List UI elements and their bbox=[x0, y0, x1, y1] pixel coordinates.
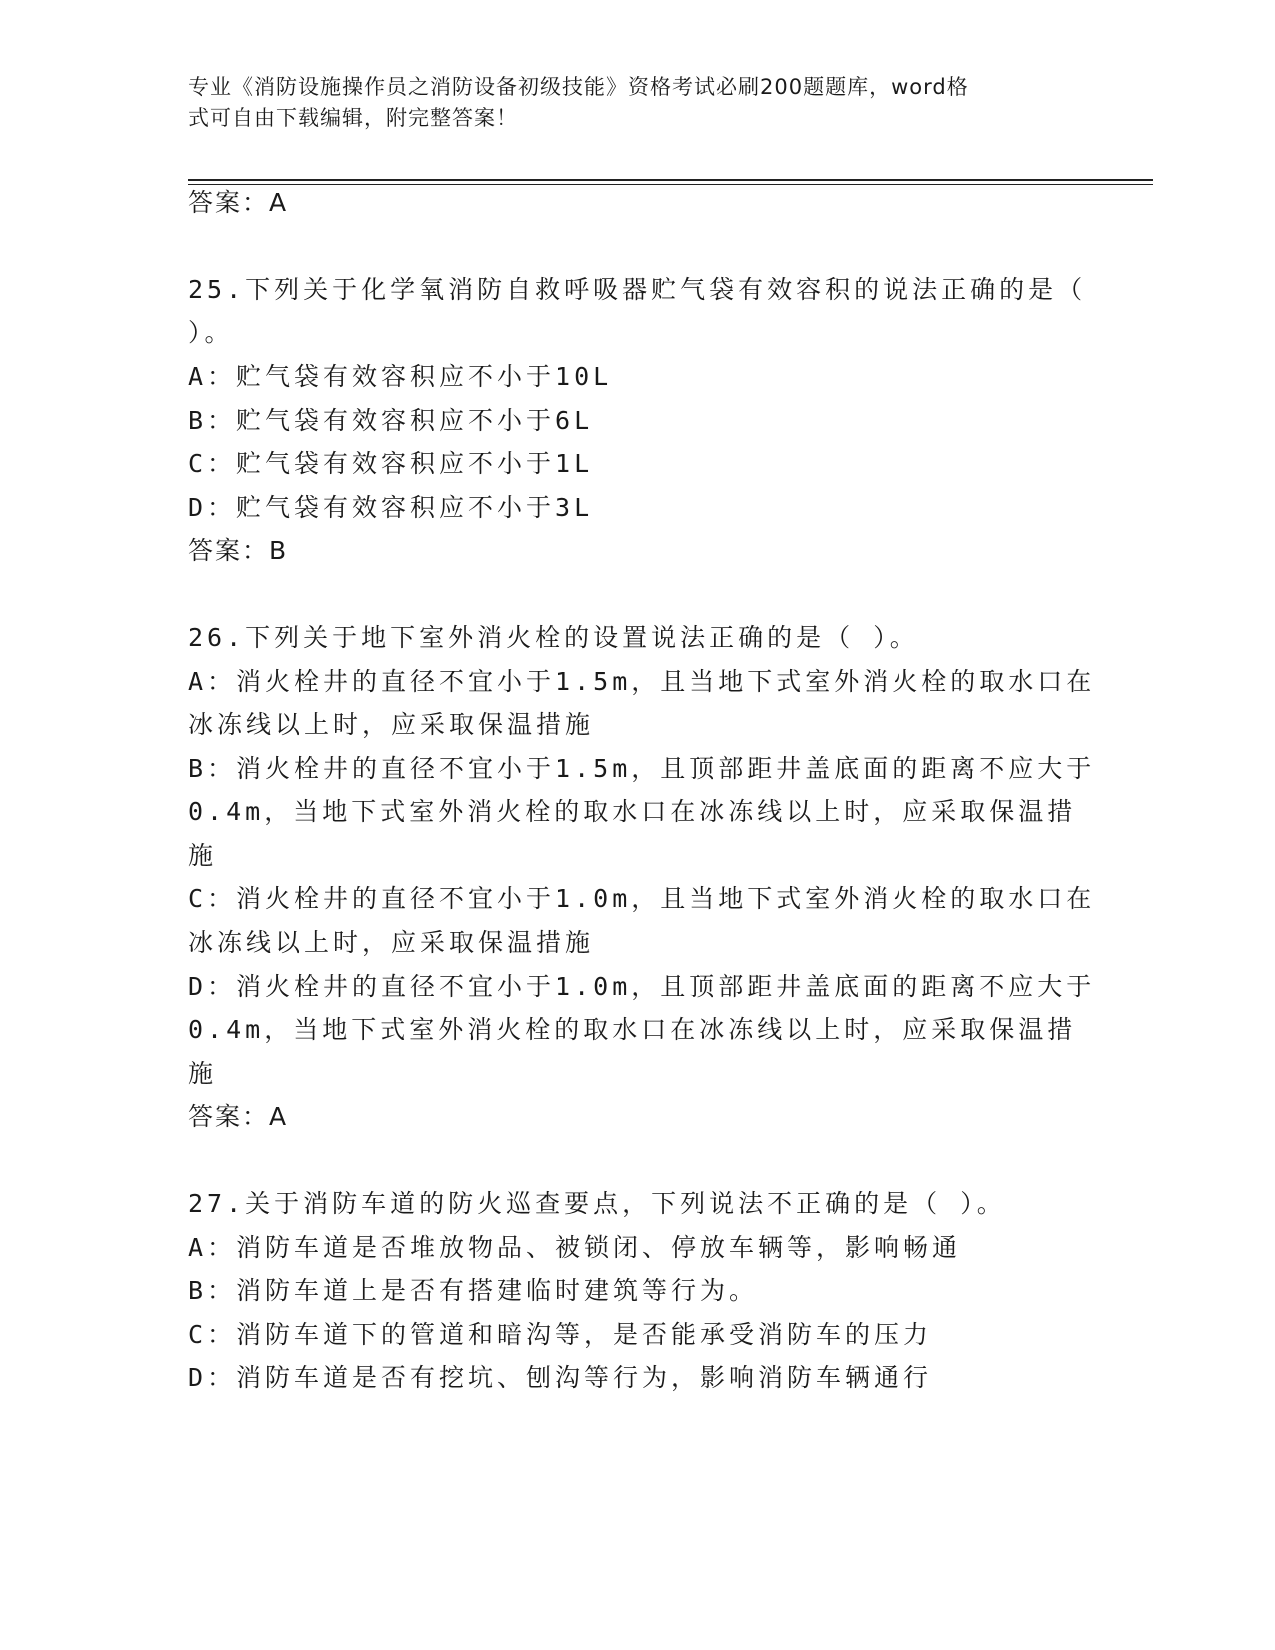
q26-answer: 答案：A bbox=[188, 1102, 289, 1131]
q26-option-b-line-3: 施 bbox=[188, 841, 218, 870]
q27-option-c: C：消防车道下的管道和暗沟等，是否能承受消防车的压力 bbox=[188, 1320, 933, 1349]
header-divider-thin bbox=[188, 184, 1153, 185]
document-header bbox=[188, 72, 1088, 134]
q26-option-b-line-2: 0.4m，当地下式室外消火栓的取水口在冰冻线以上时，应采取保温措 bbox=[188, 797, 1077, 826]
header-line-2: 式可自由下载编辑，附完整答案！ bbox=[188, 106, 518, 130]
q25-option-c: C：贮气袋有效容积应不小于1L bbox=[188, 449, 594, 478]
header-divider-thick bbox=[188, 179, 1153, 181]
q26-option-c-line-2: 冰冻线以上时，应采取保温措施 bbox=[188, 928, 595, 957]
q27-option-a: A：消防车道是否堆放物品、被锁闭、停放车辆等，影响畅通 bbox=[188, 1233, 962, 1262]
q27-option-b: B：消防车道上是否有搭建临时建筑等行为。 bbox=[188, 1276, 759, 1305]
q26-option-d-line-3: 施 bbox=[188, 1059, 218, 1088]
q26-option-d-line-1: D：消火栓井的直径不宜小于1.0m，且顶部距井盖底面的距离不应大于 bbox=[188, 972, 1096, 1001]
q25-option-a: A：贮气袋有效容积应不小于10L bbox=[188, 362, 613, 391]
q27-stem: 27.关于消防车道的防火巡查要点，下列说法不正确的是（ ）。 bbox=[188, 1189, 1006, 1218]
q26-option-b-line-1: B：消火栓井的直径不宜小于1.5m，且顶部距井盖底面的距离不应大于 bbox=[188, 754, 1096, 783]
q26-option-a-line-1: A：消火栓井的直径不宜小于1.5m，且当地下式室外消火栓的取水口在 bbox=[188, 667, 1096, 696]
q25-answer: 答案：B bbox=[188, 536, 289, 565]
q26-option-a-line-2: 冰冻线以上时，应采取保温措施 bbox=[188, 710, 595, 739]
q27-option-d: D：消防车道是否有挖坑、刨沟等行为，影响消防车辆通行 bbox=[188, 1363, 933, 1392]
q26-option-c-line-1: C：消火栓井的直径不宜小于1.0m，且当地下式室外消火栓的取水口在 bbox=[188, 884, 1096, 913]
header-line-1: 专业《消防设施操作员之消防设备初级技能》资格考试必刷200题题库，word格 bbox=[188, 75, 969, 99]
q26-stem: 26.下列关于地下室外消火栓的设置说法正确的是（ ）。 bbox=[188, 623, 919, 652]
q26-option-d-line-2: 0.4m，当地下式室外消火栓的取水口在冰冻线以上时，应采取保温措 bbox=[188, 1015, 1077, 1044]
answer-24: 答案：A bbox=[188, 188, 289, 217]
q25-option-b: B：贮气袋有效容积应不小于6L bbox=[188, 406, 594, 435]
q25-stem-line-2: ）。 bbox=[188, 318, 234, 347]
q25-stem-line-1: 25.下列关于化学氧消防自救呼吸器贮气袋有效容积的说法正确的是（ bbox=[188, 275, 1087, 304]
q25-option-d: D：贮气袋有效容积应不小于3L bbox=[188, 493, 594, 522]
